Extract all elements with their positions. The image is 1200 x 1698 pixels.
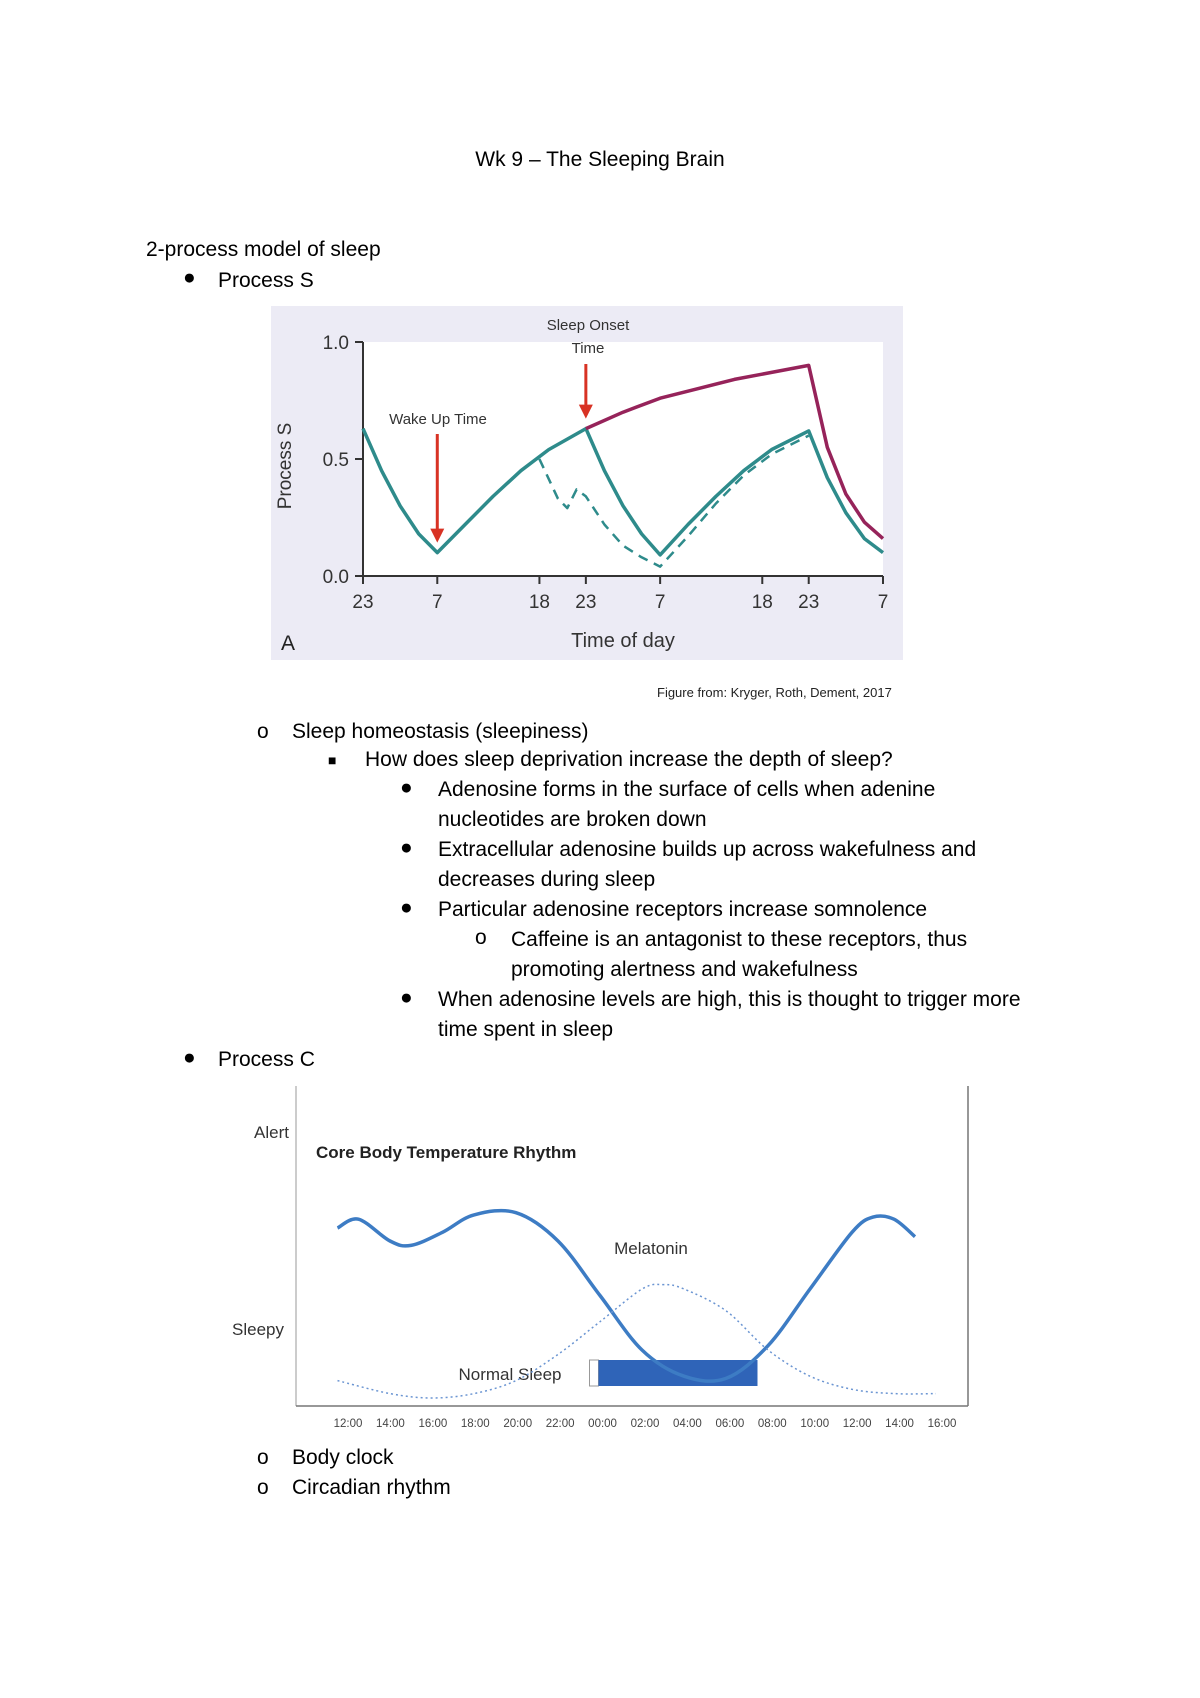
- wake-up-time-annotation: Wake Up Time: [389, 411, 487, 428]
- sleepy-label: Sleepy: [232, 1320, 284, 1339]
- plot-area: [363, 342, 883, 576]
- square-bullet-marker: ■: [328, 752, 337, 768]
- x-tick-label: 16:00: [927, 1418, 957, 1430]
- alert-label: Alert: [254, 1123, 289, 1142]
- circadian-rhythm-item: Circadian rhythm: [292, 1476, 451, 1499]
- x-tick-label: 18: [528, 592, 550, 613]
- x-tick-label: 7: [431, 592, 443, 613]
- sleep-homeostasis-item: Sleep homeostasis (sleepiness): [292, 720, 589, 743]
- x-tick-label: 02:00: [630, 1418, 660, 1430]
- sleep-onset-annotation-line2: Time: [571, 340, 605, 357]
- bullet-marker: ●: [400, 986, 413, 1009]
- process-c-figure: [220, 1080, 972, 1445]
- circle-bullet-marker: o: [257, 1476, 269, 1499]
- body-clock-item: Body clock: [292, 1446, 394, 1469]
- panel-label: A: [281, 632, 296, 655]
- bullet-4-line-2: time spent in sleep: [438, 1018, 614, 1041]
- process-c-label: Process C: [218, 1048, 315, 1071]
- process-s-figure: [271, 306, 903, 665]
- x-tick-label: 00:00: [588, 1418, 617, 1430]
- y-tick-label: 1.0: [322, 333, 349, 354]
- process-s-label: Process S: [218, 269, 314, 292]
- bullet-1-line-1: Adenosine forms in the surface of cells when adenine: [438, 778, 936, 801]
- x-tick-label: 23: [798, 592, 820, 613]
- caffeine-line-1: Caffeine is an antagonist to these receptors, thus: [511, 928, 968, 951]
- x-tick-label: 16:00: [418, 1418, 448, 1430]
- figure-caption: Figure from: Kryger, Roth, Dement, 2017: [657, 685, 892, 700]
- y-tick-label: 0.5: [322, 450, 349, 471]
- x-axis-label: Time of day: [571, 630, 675, 652]
- bullet-1-line-2: nucleotides are broken down: [438, 808, 707, 831]
- x-tick-label: 23: [575, 592, 597, 613]
- process-s-chart: [271, 306, 903, 660]
- circle-bullet-marker: o: [475, 926, 487, 949]
- x-tick-label: 18: [751, 592, 773, 613]
- sleep-bar-start: [590, 1360, 599, 1386]
- y-axis-label: Process S: [275, 422, 296, 510]
- page-title: Wk 9 – The Sleeping Brain: [475, 148, 725, 171]
- x-tick-label: 10:00: [800, 1418, 830, 1430]
- y-tick-label: 0.0: [322, 567, 349, 588]
- bullet-2-line-1: Extracellular adenosine builds up across wakefulness and: [438, 838, 977, 861]
- x-tick-label: 22:00: [545, 1418, 575, 1430]
- bullet-2-line-2: decreases during sleep: [438, 868, 656, 891]
- x-tick-label: 12:00: [842, 1418, 872, 1430]
- question-item: How does sleep deprivation increase the depth of sleep?: [365, 748, 893, 771]
- bullet-marker: ●: [400, 896, 413, 919]
- x-tick-label: 08:00: [757, 1418, 787, 1430]
- process-c-chart: [220, 1080, 972, 1440]
- x-tick-label: 7: [877, 592, 889, 613]
- x-tick-label: 23: [352, 592, 374, 613]
- x-tick-label: 14:00: [376, 1418, 405, 1430]
- bullet-marker: ●: [183, 1046, 196, 1069]
- bullet-4-line-1: When adenosine levels are high, this is thought to trigger more: [438, 988, 1021, 1011]
- bullet-marker: ●: [400, 776, 413, 799]
- normal-sleep-label: Normal Sleep: [458, 1365, 562, 1384]
- x-tick-label: 7: [654, 592, 666, 613]
- x-tick-label: 14:00: [885, 1418, 914, 1430]
- circle-bullet-marker: o: [257, 1446, 269, 1469]
- x-tick-label: 20:00: [503, 1418, 533, 1430]
- bullet-marker: ●: [400, 836, 413, 859]
- x-tick-label: 12:00: [333, 1418, 363, 1430]
- circle-bullet-marker: o: [257, 720, 269, 743]
- chart-title: Core Body Temperature Rhythm: [316, 1143, 577, 1162]
- section-heading: 2-process model of sleep: [146, 238, 381, 261]
- caffeine-line-2: promoting alertness and wakefulness: [511, 958, 858, 981]
- bullet-marker: ●: [183, 266, 196, 289]
- melatonin-label: Melatonin: [614, 1239, 688, 1258]
- x-tick-label: 06:00: [715, 1418, 745, 1430]
- bullet-3-line-1: Particular adenosine receptors increase somnolence: [438, 898, 928, 921]
- sleep-onset-annotation: Sleep Onset: [546, 317, 630, 334]
- x-tick-label: 18:00: [460, 1418, 490, 1430]
- x-tick-label: 04:00: [673, 1418, 702, 1430]
